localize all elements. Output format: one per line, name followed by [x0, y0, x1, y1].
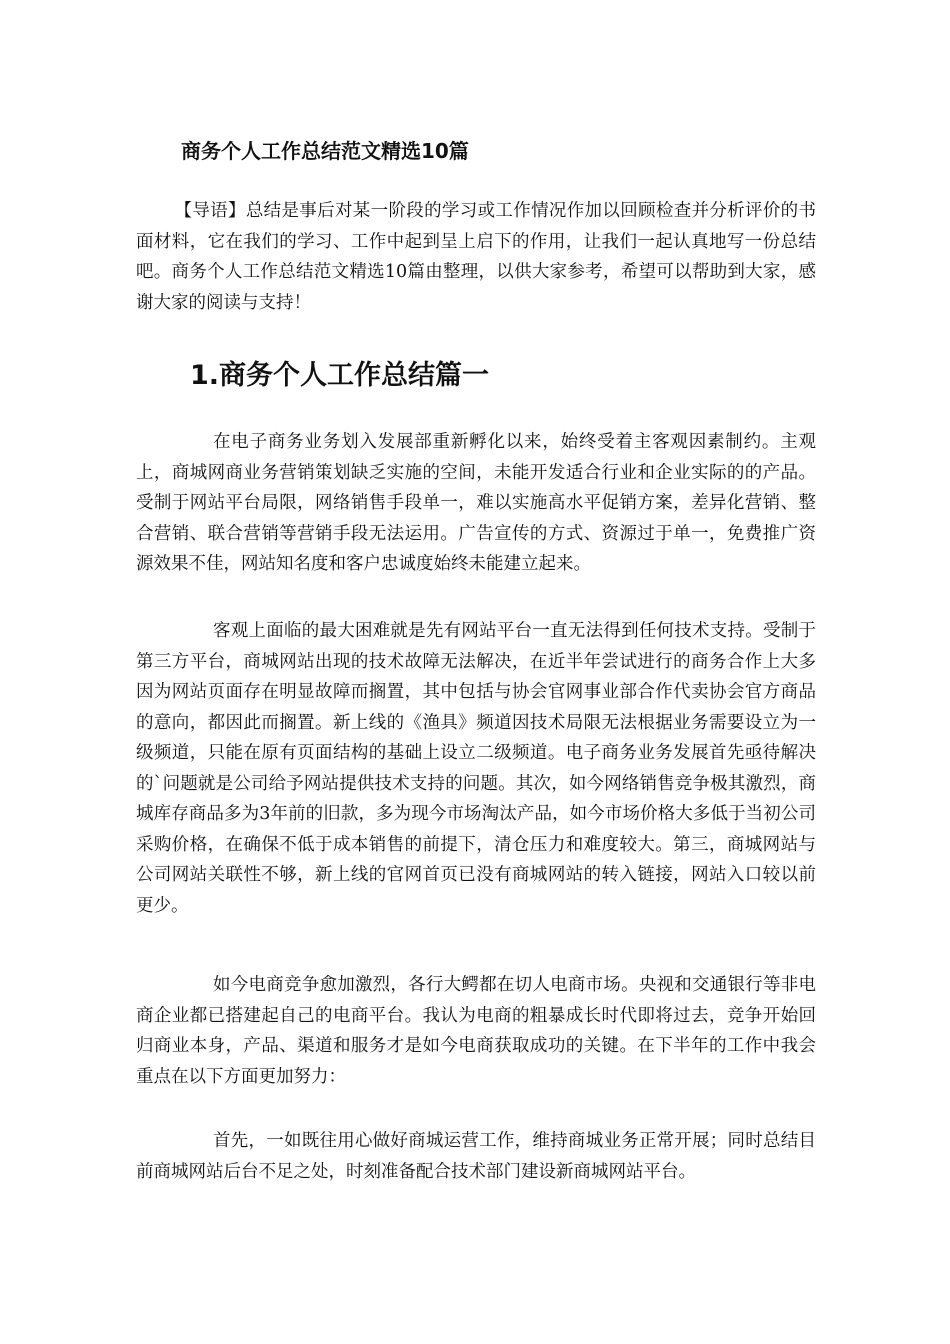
body-paragraph-4: 首先，一如既往用心做好商城运营工作，维持商城业务正常开展；同时总结目前商城网站后台不足之处，时刻准备配合技术部门建设新商城网站平台。: [136, 1131, 816, 1182]
body-paragraph-3: 如今电商竞争愈加激烈，各行大鳄都在切人电商市场。央视和交通银行等非电商企业都已搭建起自己的电商平台。我认为电商的粗暴成长时代即将过去，竞争开始回归商业本身，产品、渠道和服务才是如今电商获取成功的关键。在下半年的工作中我会重点在以下方面更加努力：: [136, 975, 816, 1087]
body-paragraph-1: 在电子商务业务划入发展部重新孵化以来，始终受着主客观因素制约。主观上，商城网商业务营销策划缺乏实施的空间，未能开发适合行业和企业实际的的产品。受制于网站平台局限，网络销售手段单一，难以实施高水平促销方案，差异化营销、整合营销、联合营销等营销手段无法运用。广告宣传的方式、资源过于单一，免费推广资源效果不佳，网站知名度和客户忠诚度始终未能建立起来。: [136, 432, 816, 574]
section-heading: 1.商务个人工作总结篇一: [190, 360, 490, 391]
intro-paragraph: 【导语】总结是事后对某一阶段的学习或工作情况作加以回顾检查并分析评价的书面材料，它在我们的学习、工作中起到呈上启下的作用，让我们一起认真地写一份总结吧。商务个人工作总结范文精选10篇由整理，以供大家参考，希望可以帮助到大家，感谢大家的阅读与支持！: [136, 201, 816, 313]
body-paragraph-2: 客观上面临的最大困难就是先有网站平台一直无法得到任何技术支持。受制于第三方平台，商城网站出现的技术故障无法解决，在近半年尝试进行的商务合作上大多因为网站页面存在明显故障而搁置，其中包括与协会官网事业部合作代卖协会官方商品的意向，都因此而搁置。新上线的《渔具》频道因技术局限无法根据业务需要设立为一级频道，只能在原有页面结构的基础上设立二级频道。电子商务业务发展首先亟待解决的`问题就是公司给予网站提供技术支持的问题。其次，如今网络销售竞争极其激烈，商城库存商品多为3年前的旧款，多为现今市场淘汰产品，如今市场价格大多低于当初公司采购价格，在确保不低于成本销售的前提下，清仓压力和难度较大。第三，商城网站与公司网站关联性不够，新上线的官网首页已没有商城网站的转入链接，网站入口较以前更少。: [136, 621, 816, 916]
document-title: 商务个人工作总结范文精选10篇: [181, 139, 469, 163]
